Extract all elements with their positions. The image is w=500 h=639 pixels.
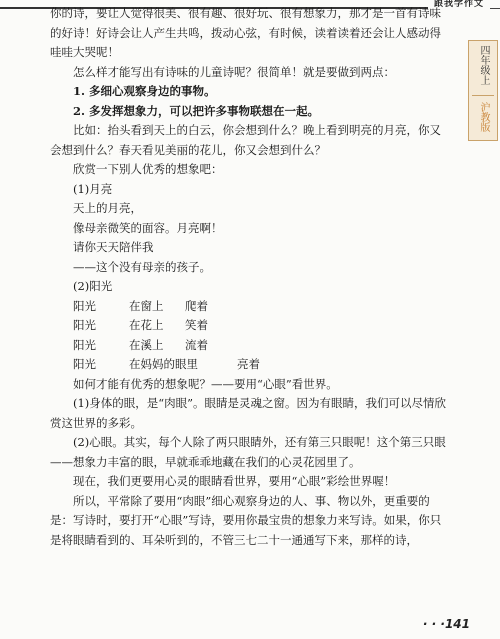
poem-line: 阳光 在窗上 爬着 (50, 297, 452, 317)
poem-line: 阳光 在溪上 流着 (50, 336, 452, 356)
page-body (50, 4, 452, 550)
poem-word: 阳光 (73, 337, 96, 352)
paragraph: (2)心眼。其实，每个人除了两只眼睛外，还有第三只眼呢！这个第三只眼——想象力丰富的眼，早就乖乖地藏在我们的心灵花园里了。 (50, 435, 446, 469)
paragraph: 所以，平常除了要用“肉眼”细心观察身边的人、事、物以外，更重要的是：写诗时，要打开“心眼”写诗，要用你最宝贵的想象力来写诗。如果，你只是将眼睛看到的、耳朵听到的，不管三七二十一通通写下来，那样的诗， (50, 493, 442, 547)
poem-line: 阳光 在花上 笑着 (50, 316, 452, 336)
tip-2: 2. 多发挥想象力，可以把许多事物联想在一起。 (73, 103, 320, 118)
tip-1: 1. 多细心观察身边的事物。 (73, 84, 216, 98)
paragraph: (1)身体的眼，是“肉眼”。眼睛是灵魂之窗。因为有眼睛，我们可以尽情欣赏这世界的多彩。 (50, 396, 447, 430)
poem-word: 在窗上 (129, 298, 164, 313)
poem-title-moon: (1)月亮 (73, 181, 113, 196)
poem-line: ——这个没有母亲的孩子。 (73, 259, 211, 274)
paragraph: 比如：抬头看到天上的白云，你会想到什么？晚上看到明亮的月亮，你又会想到什么？春天看见美丽的花儿，你又会想到什么？ (50, 123, 441, 157)
poem-title-sunshine: (2)阳光 (73, 279, 113, 293)
paragraph: 现在，我们更要用心灵的眼睛看世界，要用“心眼”彩绘世界喔！ (73, 474, 396, 488)
side-tab (468, 40, 498, 141)
edition-label: 沪教版 (478, 102, 489, 132)
page-number: · · ·141 (422, 617, 470, 631)
paragraph: 怎么样才能写出有诗味的儿童诗呢？很简单！就是要做到两点： (73, 64, 395, 79)
poem-line: 天上的月亮， (73, 201, 142, 215)
poem-word: 在花上 (129, 318, 164, 332)
paragraph: 如何才能有优秀的想象呢？——要用“心眼”看世界。 (73, 376, 338, 391)
header-tag: 跟我学作文 (428, 0, 490, 9)
grade-label: 四年级上 (478, 45, 489, 85)
poem-word: 阳光 (73, 357, 96, 371)
poem-line: 阳光 在妈妈的眼里 亮着 (50, 355, 452, 375)
poem-word: 阳光 (73, 298, 96, 313)
poem-word: 在妈妈的眼里 (129, 357, 198, 371)
paragraph: 你的诗，要让人觉得很美、很有趣、很好玩、很有想象力，那才是一首有诗味的好诗！好诗会让人产生共鸣，拨动心弦，有时候，读着读着还会让人感动得哇哇大哭呢！ (50, 6, 441, 59)
poem-line: 像母亲微笑的面容。月亮啊！ (73, 220, 223, 235)
paragraph: 欣赏一下别人优秀的想象吧： (73, 162, 223, 176)
poem-word: 阳光 (73, 318, 96, 332)
poem-line: 请你天天陪伴我 (73, 240, 154, 254)
poem-word: 在溪上 (129, 337, 164, 352)
